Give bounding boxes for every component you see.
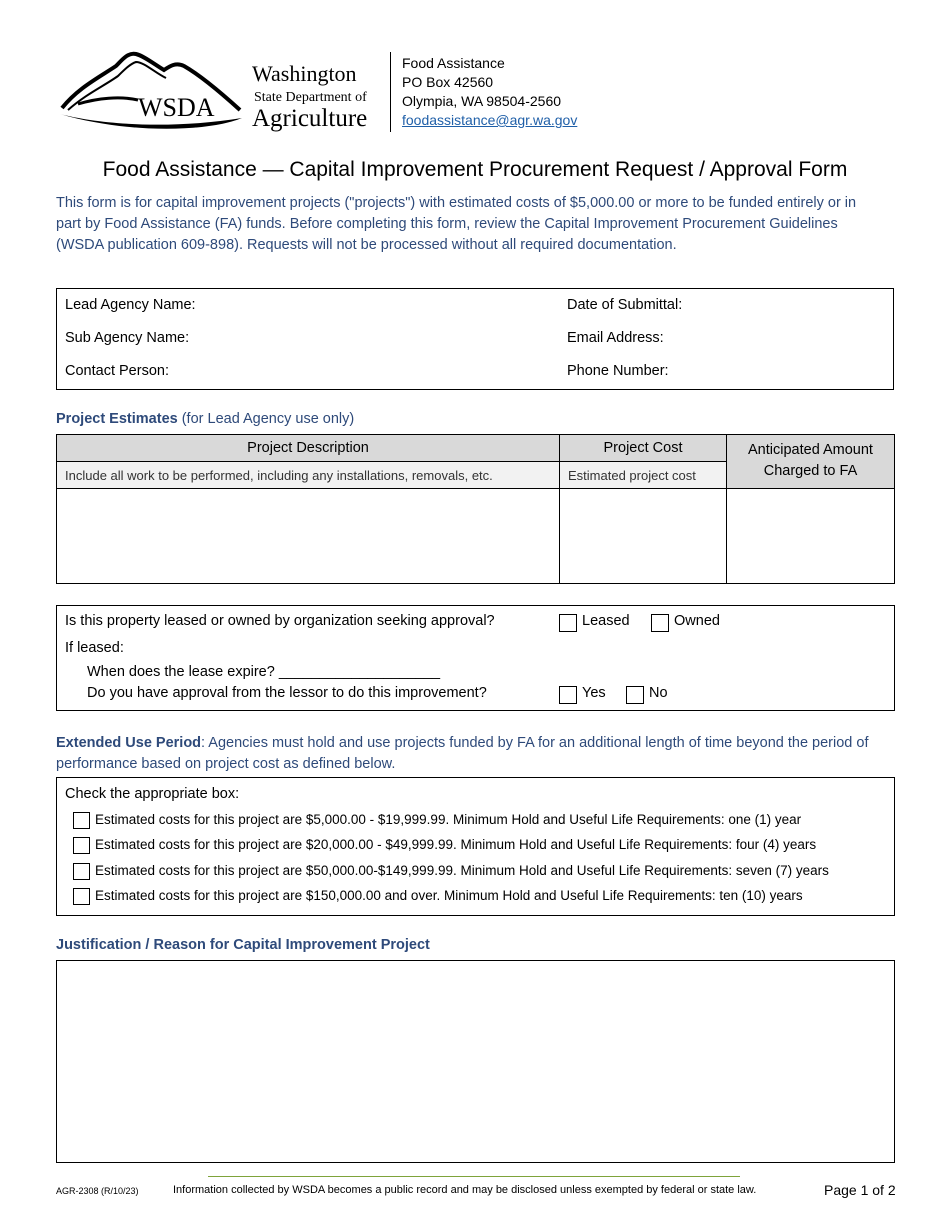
logo-line1: Washington: [252, 61, 357, 86]
option-label: Estimated costs for this project are $50,000.00-$149,999.99. Minimum Hold and Useful Life Requirements: seven (7) years: [95, 863, 829, 878]
heading-bold: Extended Use Period: [56, 735, 202, 751]
cost-entry-cell[interactable]: [560, 489, 727, 583]
option-checkbox[interactable]: [73, 837, 90, 854]
email-address-field[interactable]: Email Address:: [567, 330, 664, 346]
header-divider: [390, 52, 391, 132]
option-checkbox[interactable]: [73, 812, 90, 829]
lease-expire-field[interactable]: When does the lease expire? ____________________: [87, 664, 441, 680]
check-label: Check the appropriate box:: [65, 786, 240, 802]
address-line: PO Box 42560: [402, 74, 494, 90]
yes-label: Yes: [582, 685, 606, 701]
col-header-anticipated: [727, 435, 894, 489]
date-of-submittal-field[interactable]: Date of Submittal:: [567, 297, 683, 313]
footer-rule: [208, 1176, 740, 1177]
justification-heading: Justification / Reason for Capital Improvement Project: [56, 937, 430, 953]
col-header-cost: Project Cost: [560, 435, 727, 462]
address-line: Olympia, WA 98504-2560: [402, 93, 562, 109]
description-hint: Include all work to be performed, including any installations, removals, etc.: [57, 462, 560, 489]
option-label: Estimated costs for this project are $150,000.00 and over. Minimum Hold and Useful Life Requirements: ten (10) years: [95, 888, 803, 903]
anticipated-entry-cell[interactable]: [727, 489, 894, 583]
heading-bold: Project Estimates: [56, 411, 178, 427]
owned-label: Owned: [674, 613, 720, 629]
heading-rest: (for Lead Agency use only): [177, 411, 355, 427]
address-block: [402, 54, 577, 130]
logo-line2: State Department of: [254, 90, 367, 105]
no-checkbox[interactable]: [626, 686, 644, 704]
lessor-approval-question: Do you have approval from the lessor to do this improvement?: [87, 685, 487, 701]
agency-info-box: [56, 288, 894, 390]
page-number: Page 1 of 2: [824, 1182, 896, 1198]
lease-box: [56, 605, 895, 711]
intro-text: This form is for capital improvement projects ("projects") with estimated costs of $5,000.00 or more to be funded entirely or in part by Food Assistance (FA) funds. Before completing this form, review the Capital Improvement Procurement Guidelines (WSDA publication 609-898). Requests will not be processed without all required documentation.: [56, 195, 857, 253]
project-estimates-table: [56, 434, 895, 584]
description-entry-cell[interactable]: [57, 489, 560, 583]
form-number: AGR-2308 (R/10/23): [56, 1186, 139, 1196]
email-link[interactable]: foodassistance@agr.wa.gov: [402, 112, 578, 128]
leased-checkbox[interactable]: [559, 614, 577, 632]
mountain-logo-icon: [58, 48, 378, 136]
project-estimates-heading: [56, 411, 354, 427]
lead-agency-field[interactable]: Lead Agency Name:: [65, 297, 196, 313]
extended-use-heading: [56, 733, 896, 775]
contact-person-field[interactable]: Contact Person:: [65, 363, 169, 379]
anticipated-line2: Charged to FA: [763, 463, 858, 479]
yes-checkbox[interactable]: [559, 686, 577, 704]
form-title: Food Assistance — Capital Improvement Procurement Request / Approval Form: [102, 158, 848, 181]
sub-agency-field[interactable]: Sub Agency Name:: [65, 330, 190, 346]
option-checkbox[interactable]: [73, 888, 90, 905]
footer-note: Information collected by WSDA becomes a public record and may be disclosed unless exempted by federal or state law.: [173, 1184, 757, 1196]
option-checkbox[interactable]: [73, 863, 90, 880]
heading-rest: : Agencies must hold and use projects funded by FA for an additional length of time beyond the period of performance based on project cost as defined below.: [56, 735, 869, 772]
wsda-logo: [58, 48, 378, 136]
justification-textarea[interactable]: [56, 960, 895, 1163]
phone-number-field[interactable]: Phone Number:: [567, 363, 669, 379]
lease-question: Is this property leased or owned by organization seeking approval?: [65, 613, 495, 629]
leased-label: Leased: [582, 613, 630, 629]
if-leased-label: If leased:: [65, 640, 124, 656]
option-label: Estimated costs for this project are $20,000.00 - $49,999.99. Minimum Hold and Useful Life Requirements: four (4) years: [95, 837, 817, 852]
anticipated-line1: Anticipated Amount: [748, 442, 873, 458]
address-line: Food Assistance: [402, 55, 505, 71]
owned-checkbox[interactable]: [651, 614, 669, 632]
extended-use-box: [56, 777, 895, 916]
logo-mark-text: WSDA: [138, 93, 215, 122]
cost-hint: Estimated project cost: [560, 462, 727, 489]
logo-line3: Agriculture: [252, 105, 368, 132]
option-label: Estimated costs for this project are $5,000.00 - $19,999.99. Minimum Hold and Useful Life Requirements: one (1) year: [95, 812, 802, 827]
col-header-description: Project Description: [57, 435, 560, 462]
no-label: No: [649, 685, 668, 701]
